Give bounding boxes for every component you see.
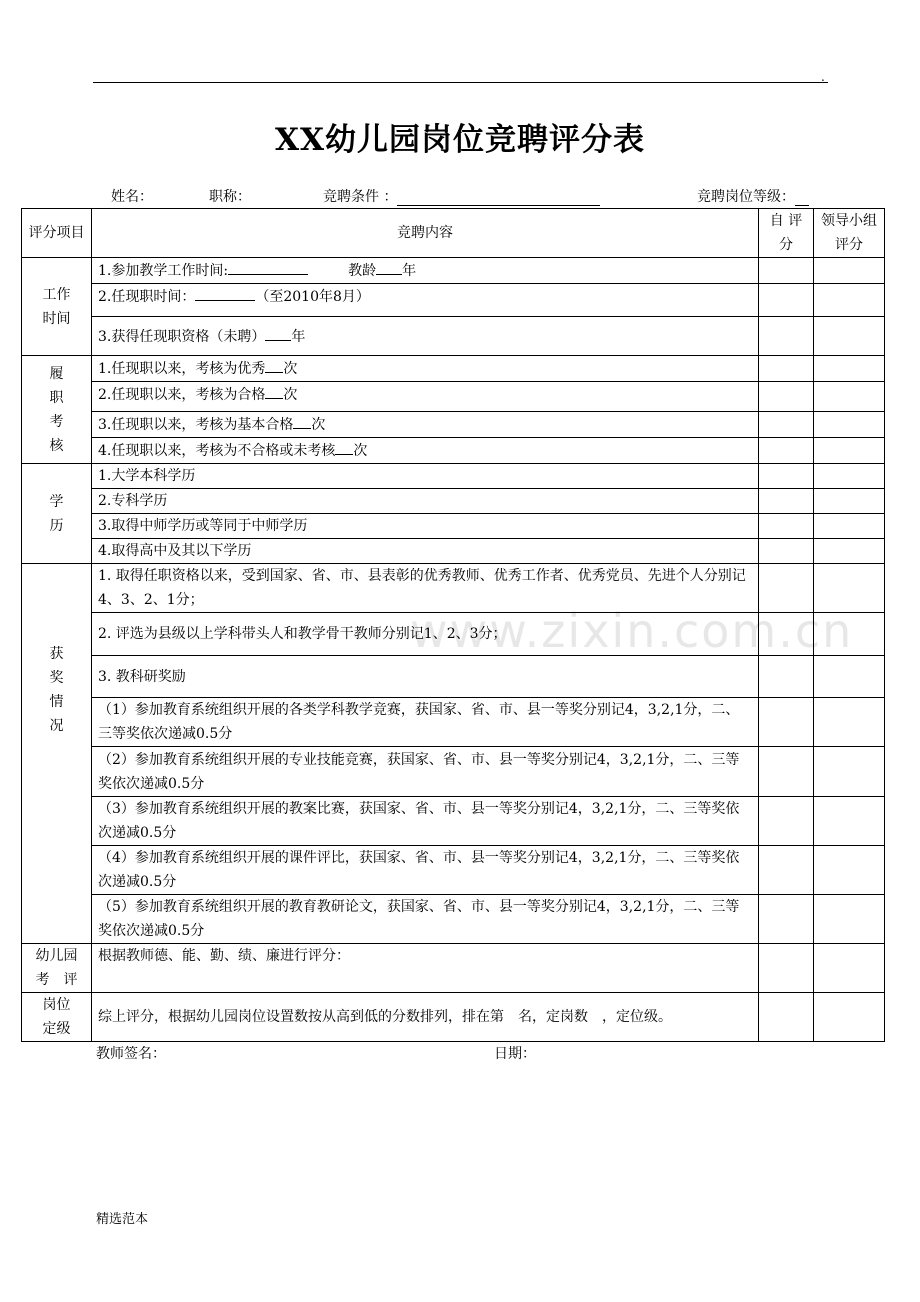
leader-score-cell[interactable]: [814, 412, 885, 438]
grade-label-text: 竞聘岗位等级：: [697, 189, 795, 205]
work-row-2-text-b: （至2010年8月）: [255, 289, 370, 305]
performance-row-3: [92, 412, 759, 438]
table-row: [22, 539, 885, 564]
work-row-2: [92, 284, 759, 317]
table-row: [22, 356, 885, 382]
header-content: 竞聘内容: [92, 209, 759, 258]
performance-row-1: [92, 356, 759, 382]
awards-row-7: （4）参加教育系统组织开展的课件评比，获国家、省、市、县一等奖分别记4，3,2,1分，二、三等奖依次递减0.5分: [92, 846, 759, 895]
work-row-1-blank-b: [376, 258, 402, 275]
self-score-cell[interactable]: [759, 489, 814, 514]
self-score-cell[interactable]: [759, 944, 814, 993]
performance-row-3-suffix: 次: [311, 417, 326, 433]
work-row-2-blank: [195, 284, 255, 301]
grade-label: [697, 186, 809, 206]
work-row-3: [92, 317, 759, 356]
leader-score-cell[interactable]: [814, 382, 885, 412]
grade-blank: [795, 191, 809, 206]
category-performance: [22, 356, 92, 464]
table-row: [22, 846, 885, 895]
work-row-3-text-a: 3.获得任现职资格（未聘）: [98, 328, 266, 345]
table-row: [22, 489, 885, 514]
leader-score-cell[interactable]: [814, 438, 885, 464]
header-leader-score: 领导小组评分: [814, 209, 885, 258]
title-label: 职称：: [209, 189, 251, 205]
category-kindergarten-l1: 幼儿园: [35, 948, 78, 964]
work-row-1-text-a: 1.参加教学工作时间:: [98, 263, 229, 279]
table-row: [22, 656, 885, 698]
education-row-4: 4.取得高中及其以下学历: [92, 539, 759, 564]
performance-row-1-suffix: 次: [283, 361, 298, 377]
table-row: [22, 797, 885, 846]
blank: [265, 356, 283, 373]
watermark: www.zixin.com.cn: [410, 604, 854, 658]
table-row: [22, 514, 885, 539]
work-row-3-text-b: 年: [291, 328, 306, 345]
awards-row-3: 3. 教科研奖励: [92, 656, 759, 698]
category-education: [22, 464, 92, 564]
self-score-cell[interactable]: [759, 464, 814, 489]
category-awards: [22, 564, 92, 944]
teacher-signature-label: 教师签名：: [96, 1046, 166, 1062]
work-row-3-blank: [265, 324, 291, 341]
performance-row-2: [92, 382, 759, 412]
performance-row-2-suffix: 次: [283, 387, 298, 403]
performance-row-2-text: 2.任现职以来，考核为合格: [98, 387, 266, 403]
self-score-cell[interactable]: [759, 438, 814, 464]
leader-score-cell[interactable]: [814, 613, 885, 656]
leader-score-cell[interactable]: [814, 356, 885, 382]
leader-score-cell[interactable]: [814, 489, 885, 514]
awards-row-6: （3）参加教育系统组织开展的教案比赛，获国家、省、市、县一等奖分别记4，3,2,1分，二、三等奖依次递减0.5分: [92, 797, 759, 846]
leader-score-cell[interactable]: [814, 698, 885, 747]
leader-score-cell[interactable]: [814, 317, 885, 356]
condition-label: [323, 186, 600, 206]
category-awards-text: 获奖情况: [49, 645, 64, 734]
page-title: XX幼儿园岗位竞聘评分表: [274, 122, 646, 158]
category-education-text: 学历: [49, 493, 64, 534]
category-position-l1: 岗位: [42, 997, 71, 1013]
awards-row-2: 2. 评选为县级以上学科带头人和教学骨干教师分别记1、2、3分；: [92, 613, 759, 656]
self-score-cell[interactable]: [759, 846, 814, 895]
awards-row-5: （2）参加教育系统组织开展的专业技能竞赛，获国家、省、市、县一等奖分别记4，3,2,1分，二、三等奖依次递减0.5分: [92, 747, 759, 797]
condition-label-text: 竞聘条件 ：: [323, 189, 398, 205]
blank: [293, 412, 311, 429]
performance-row-4-text: 4.任现职以来，考核为不合格或未考核: [98, 443, 336, 459]
self-score-cell[interactable]: [759, 356, 814, 382]
self-score-cell[interactable]: [759, 895, 814, 944]
category-position: [22, 993, 92, 1042]
category-kindergarten-l2: 考 评: [35, 972, 78, 988]
table-row: [22, 564, 885, 613]
performance-row-4-suffix: 次: [353, 443, 368, 459]
leader-score-cell[interactable]: [814, 564, 885, 613]
awards-row-8: （5）参加教育系统组织开展的教育教研论文，获国家、省、市、县一等奖分别记4，3,2,1分，二、三等奖依次递减0.5分: [92, 895, 759, 944]
leader-score-cell[interactable]: [814, 514, 885, 539]
table-row: [22, 698, 885, 747]
performance-row-4: [92, 438, 759, 464]
category-work-time: [22, 258, 92, 356]
table-row: [22, 258, 885, 284]
performance-row-1-text: 1.任现职以来，考核为优秀: [98, 361, 266, 377]
self-score-cell[interactable]: [759, 284, 814, 317]
table-row: [22, 382, 885, 412]
date-label: 日期：: [494, 1046, 536, 1062]
table-row: [22, 993, 885, 1042]
education-row-1: 1.大学本科学历: [92, 464, 759, 489]
header-item: 评分项目: [22, 209, 92, 258]
work-row-1-blank: [228, 258, 308, 275]
self-score-cell[interactable]: [759, 514, 814, 539]
self-score-cell[interactable]: [759, 258, 814, 284]
position-content: 综上评分，根据幼儿园岗位设置数按从高到低的分数排列，排在第 名，定岗数 ，定位级。: [92, 993, 759, 1042]
table-row: [22, 317, 885, 356]
footer-note: 精选范本: [96, 1212, 149, 1227]
table-row: [22, 438, 885, 464]
leader-score-cell[interactable]: [814, 797, 885, 846]
table-row: [22, 412, 885, 438]
leader-score-cell[interactable]: [814, 284, 885, 317]
work-row-1: [92, 258, 759, 284]
awards-row-1: 1. 取得任职资格以来，受到国家、省、市、县表彰的优秀教师、优秀工作者、优秀党员、先进个人分别记4、3、2、1分；: [92, 564, 759, 613]
work-row-2-text-a: 2.任现职时间：: [98, 289, 196, 305]
table-row: [22, 613, 885, 656]
leader-score-cell[interactable]: [814, 539, 885, 564]
category-performance-text: 履职考核: [49, 365, 64, 454]
category-position-l2: 定级: [42, 1021, 71, 1037]
self-score-cell[interactable]: [759, 613, 814, 656]
header-self-score: 自 评 分: [759, 209, 814, 258]
category-work-time-text: 工作时间: [42, 286, 71, 327]
table-row: [22, 895, 885, 944]
self-score-cell[interactable]: [759, 382, 814, 412]
score-table: [21, 208, 885, 1042]
blank: [265, 382, 283, 399]
leader-score-cell[interactable]: [814, 464, 885, 489]
performance-row-3-text: 3.任现职以来，考核为基本合格: [98, 417, 294, 433]
leader-score-cell[interactable]: [814, 656, 885, 698]
self-score-cell[interactable]: [759, 564, 814, 613]
self-score-cell[interactable]: [759, 747, 814, 797]
work-row-1-text-c: 年: [402, 263, 417, 279]
table-row: [22, 944, 885, 993]
work-row-1-text-b: 教龄: [348, 263, 377, 279]
leader-score-cell[interactable]: [814, 258, 885, 284]
leader-score-cell[interactable]: [814, 944, 885, 993]
leader-score-cell[interactable]: [814, 895, 885, 944]
condition-blank: [397, 191, 600, 206]
table-row: [22, 284, 885, 317]
table-row: [22, 464, 885, 489]
self-score-cell[interactable]: [759, 797, 814, 846]
name-label: 姓名：: [111, 189, 153, 205]
table-row: [22, 747, 885, 797]
self-score-cell[interactable]: [759, 539, 814, 564]
self-score-cell[interactable]: [759, 317, 814, 356]
kindergarten-content: 根据教师德、能、勤、绩、廉进行评分：: [92, 944, 759, 993]
self-score-cell[interactable]: [759, 698, 814, 747]
education-row-2: 2.专科学历: [92, 489, 759, 514]
self-score-cell[interactable]: [759, 993, 814, 1042]
awards-row-4: （1）参加教育系统组织开展的各类学科教学竞赛，获国家、省、市、县一等奖分别记4，3,2,1分，二、三等奖依次递减0.5分: [92, 698, 759, 747]
category-kindergarten: [22, 944, 92, 993]
leader-score-cell[interactable]: [814, 747, 885, 797]
header-rule: [93, 82, 828, 83]
self-score-cell[interactable]: [759, 412, 814, 438]
leader-score-cell[interactable]: [814, 993, 885, 1042]
blank: [335, 438, 353, 455]
self-score-cell[interactable]: [759, 656, 814, 698]
table-header-row: [22, 209, 885, 258]
leader-score-cell[interactable]: [814, 846, 885, 895]
education-row-3: 3.取得中师学历或等同于中师学历: [92, 514, 759, 539]
header-dot: .: [821, 70, 825, 84]
